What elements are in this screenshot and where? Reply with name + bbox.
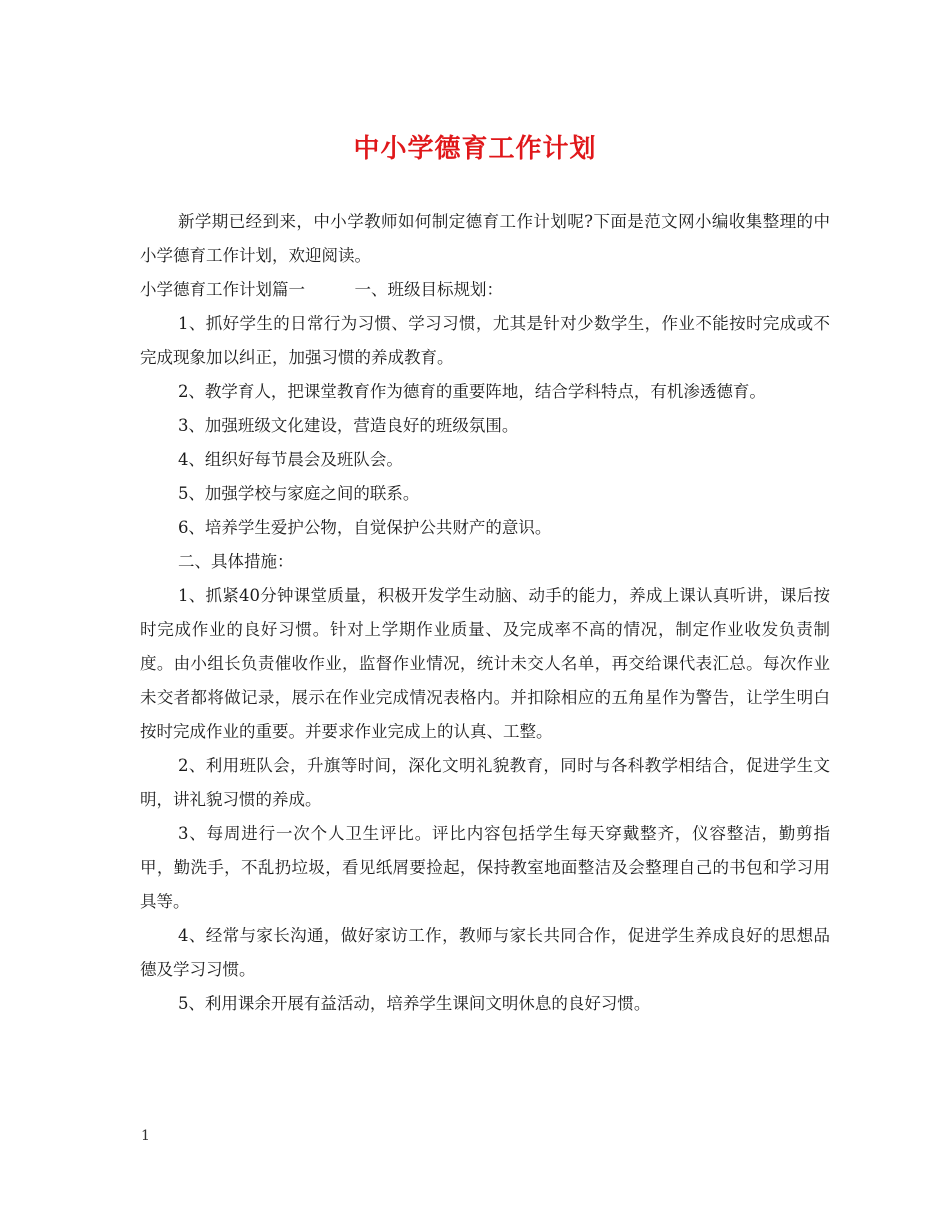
goal-item-3: 3、加强班级文化建设，营造良好的班级氛围。 [177,416,519,435]
goal-item-2: 2、教学育人，把课堂教育作为德育的重要阵地，结合学科特点，有机渗透德育。 [177,382,766,401]
intro-paragraph: 新学期已经到来，中小学教师如何制定德育工作计划呢?下面是范文网小编收集整理的中小学德育工作计划，欢迎阅读。 [140,212,830,265]
section-heading-measures: 二、具体措施： [177,552,294,571]
goal-item-5: 5、加强学校与家庭之间的联系。 [177,484,420,503]
measure-item-3: 3、每周进行一次个人卫生评比。评比内容包括学生每天穿戴整齐，仪容整洁，勤剪指甲，勤洗手，不乱扔垃圾，看见纸屑要捡起，保持教室地面整洁及会整理自己的书包和学习用具等。 [140,824,830,911]
document-title: 中小学德育工作计划 [353,134,597,164]
measure-item-5: 5、利用课余开展有益活动，培养学生课间文明休息的良好习惯。 [177,994,651,1013]
goal-item-6: 6、培养学生爱护公物，自觉保护公共财产的意识。 [177,518,552,537]
section-heading-plan-one: 小学德育工作计划篇一 一、班级目标规划： [140,280,503,299]
measure-item-2: 2、利用班队会，升旗等时间，深化文明礼貌教育，同时与各科教学相结合，促进学生文明，讲礼貌习惯的养成。 [140,756,830,809]
goal-item-1: 1、抓好学生的日常行为习惯、学习习惯，尤其是针对少数学生，作业不能按时完成或不完成现象加以纠正，加强习惯的养成教育。 [140,314,830,367]
page-number: 1 [141,1128,150,1144]
measure-item-1: 1、抓紧40分钟课堂质量，积极开发学生动脑、动手的能力，养成上课认真听讲，课后按时完成作业的良好习惯。针对上学期作业质量、及完成率不高的情况，制定作业收发负责制度。由小组长负责催收作业，监督作业情况，统计未交人名单，再交给课代表汇总。每次作业未交者都将做记录，展示在作业完成情况表格内。并扣除相应的五角星作为警告，让学生明白按时完成作业的重要。并要求作业完成上的认真、工整。 [140,586,830,741]
measure-item-4: 4、经常与家长沟通，做好家访工作，教师与家长共同合作，促进学生养成良好的思想品德及学习习惯。 [140,926,830,979]
document-body [140,205,830,1021]
goal-item-4: 4、组织好每节晨会及班队会。 [177,450,403,469]
